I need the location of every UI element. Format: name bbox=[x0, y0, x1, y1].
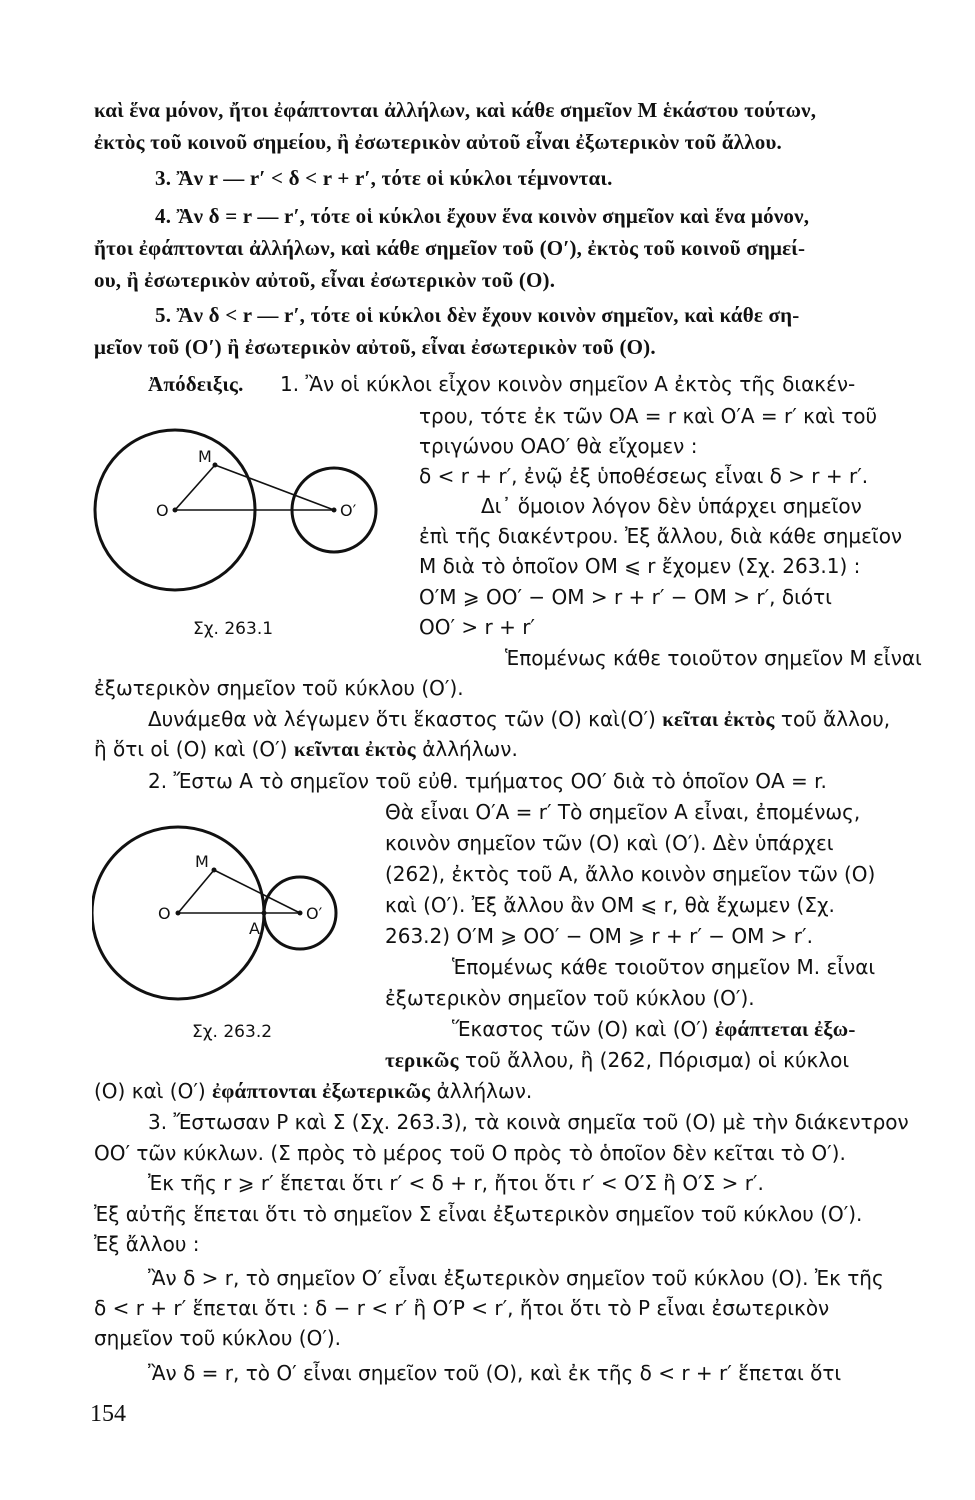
text-line: Ἂν δ = r, τὸ Ο′ εἶναι σημεῖον τοῦ (Ο), καὶ ἐκ τῆς δ < r + r′ ἕπεται ὅτι bbox=[148, 1361, 842, 1385]
emphasis: ἐφάπτονται ἐξωτερικῶς bbox=[212, 1079, 431, 1103]
text-line: Ἐξ αὐτῆς ἕπεται ὅτι τὸ σημεῖον Σ εἶναι ἐξωτερικὸν σημεῖον τοῦ κύκλου (Ο′). bbox=[94, 1202, 863, 1226]
text-span: τοῦ ἄλλου, ἢ (262, Πόρισμα) οἱ κύκλοι bbox=[465, 1048, 850, 1072]
text-line: δ < r + r′ ἕπεται ὅτι : δ − r < r′ ἢ Ο′Ρ < r′, ἤτοι ὅτι τὸ Ρ εἶναι ἐσωτερικὸν bbox=[94, 1296, 830, 1320]
point-O bbox=[173, 508, 178, 513]
text-line: Μ διὰ τὸ ὁποῖον ΟΜ ⩽ r ἔχομεν (Σχ. 263.1) : bbox=[419, 554, 861, 578]
label-A: Α bbox=[249, 919, 260, 938]
text-line: 263.2) Ο′Μ ⩾ ΟΟ′ − ΟΜ ⩾ r + r′ − ΟΜ > r′. bbox=[385, 924, 813, 948]
text-line: ἐπὶ τῆς διακέντρου. Ἐξ ἄλλου, διὰ κάθε σημεῖον bbox=[419, 524, 903, 548]
text-line: Ἑπομένως κάθε τοιοῦτον σημεῖον Μ. εἶναι bbox=[452, 955, 876, 979]
label-O-prime: Ο′ bbox=[340, 501, 357, 520]
text-line: ἤτοι ἐφάπτονται ἀλλήλων, καὶ κάθε σημεῖον τοῦ (Ο′), ἐκτὸς τοῦ κοινοῦ σημεί- bbox=[94, 236, 806, 260]
text-line: Θὰ εἶναι Ο′Α = r′ Τὸ σημεῖον Α εἶναι, ἐπομένως, bbox=[385, 800, 861, 824]
segment-OM bbox=[178, 870, 214, 913]
text-line: καὶ ἕνα μόνον, ἤτοι ἐφάπτονται ἀλλήλων, καὶ κάθε σημεῖον Μ ἑκάστου τούτων, bbox=[94, 98, 817, 122]
text-span: Δυνάμεθα νὰ λέγωμεν ὅτι ἕκαστος τῶν (Ο) καὶ(Ο′) bbox=[148, 707, 656, 731]
label-O: Ο bbox=[156, 501, 169, 520]
point-O-prime bbox=[298, 911, 303, 916]
text-line: 4. Ἂν δ = r — r′, τότε οἱ κύκλοι ἔχουν ἕνα κοινὸν σημεῖον καὶ ἕνα μόνον, bbox=[155, 204, 810, 228]
text-line: ἐκτὸς τοῦ κοινοῦ σημείου, ἢ ἐσωτερικὸν αὐτοῦ εἶναι ἐξωτερικὸν τοῦ ἄλλου. bbox=[94, 130, 782, 154]
figure-caption: Σχ. 263.1 bbox=[193, 619, 274, 639]
text-line: ἐξωτερικὸν σημεῖον τοῦ κύκλου (Ο′). bbox=[94, 676, 464, 700]
text-line: δ < r + r′, ἐνῷ ἐξ ὑποθέσεως εἶναι δ > r + r′. bbox=[419, 464, 869, 488]
text-line: ἐξωτερικὸν σημεῖον τοῦ κύκλου (Ο′). bbox=[385, 986, 755, 1010]
text-line bbox=[94, 737, 518, 761]
label-M: Μ bbox=[198, 447, 212, 466]
text-line: μεῖον τοῦ (Ο′) ἢ ἐσωτερικὸν αὐτοῦ, εἶναι ἐσωτερικὸν τοῦ (Ο). bbox=[94, 335, 656, 359]
emphasis: ἐφάπτεται ἐξω- bbox=[714, 1017, 856, 1041]
text-line: Ἐξ ἄλλου : bbox=[94, 1232, 200, 1256]
emphasis: κεῖνται ἐκτὸς bbox=[293, 737, 416, 761]
text-span: ἀλλήλων. bbox=[436, 1079, 533, 1103]
text-span: (Ο) καὶ (Ο′) bbox=[94, 1079, 206, 1103]
segment-OM bbox=[175, 465, 215, 510]
label-O: Ο bbox=[158, 904, 171, 923]
text-line: τρου, τότε ἐκ τῶν ΟΑ = r καὶ Ο′Α = r′ καὶ τοῦ bbox=[419, 404, 878, 428]
text-line: κοινὸν σημεῖον τῶν (Ο) καὶ (Ο′). Δὲν ὑπάρχει bbox=[385, 831, 834, 855]
text-line: ΟΟ′ τῶν κύκλων. (Σ πρὸς τὸ μέρος τοῦ Ο πρὸς τὸ ὁποῖον δὲν κεῖται τὸ Ο′). bbox=[94, 1141, 846, 1165]
text-line bbox=[385, 1048, 849, 1072]
text-line: Ἐκ τῆς r ⩾ r′ ἕπεται ὅτι r′ < δ + r, ἤτοι ὅτι r′ < Ο′Σ ἢ Ο′Σ > r′. bbox=[148, 1171, 764, 1195]
text-span: ἢ ὅτι οἱ (Ο) καὶ (Ο′) bbox=[94, 737, 288, 761]
text-line: σημεῖον τοῦ κύκλου (Ο′). bbox=[94, 1326, 342, 1350]
text-line: τριγώνου ΟΑΟ′ θὰ εἴχομεν : bbox=[419, 434, 698, 458]
point-M bbox=[212, 868, 217, 873]
page-number: 154 bbox=[90, 1401, 126, 1427]
point-O bbox=[176, 911, 181, 916]
text-line: (262), ἐκτὸς τοῦ Α, ἄλλο κοινὸν σημεῖον τῶν (Ο) bbox=[385, 862, 876, 886]
text-line: 3. Ἂν r — r′ < δ < r + r′, τότε οἱ κύκλοι τέμνονται. bbox=[155, 166, 613, 190]
text-line: Ἑπομένως κάθε τοιοῦτον σημεῖον Μ εἶναι bbox=[505, 646, 922, 670]
label-M: Μ bbox=[195, 852, 209, 871]
label-O-prime: Ο′ bbox=[306, 904, 323, 923]
text-line: Ἂν δ > r, τὸ σημεῖον Ο′ εἶναι ἐξωτερικὸν σημεῖον τοῦ κύκλου (Ο). Ἐκ τῆς bbox=[148, 1266, 884, 1290]
text-line bbox=[94, 1079, 532, 1103]
text-span: Ἕκαστος τῶν (Ο) καὶ (Ο′) bbox=[452, 1017, 709, 1041]
text-line: ΟΟ′ > r + r′ bbox=[419, 615, 535, 639]
text-span: ἀλλήλων. bbox=[422, 737, 518, 761]
figure-263-1 bbox=[90, 410, 390, 610]
proof-heading: Ἀπόδειξις. bbox=[148, 372, 244, 396]
emphasis: κεῖται ἐκτὸς bbox=[662, 707, 775, 731]
text-line: Ο′Μ ⩾ ΟΟ′ − ΟΜ > r + r′ − ΟΜ > r′, διότι bbox=[419, 585, 832, 609]
text-line bbox=[148, 707, 890, 731]
figure-263-2 bbox=[92, 808, 352, 1020]
text-line bbox=[452, 1017, 856, 1041]
text-line: ου, ἢ ἐσωτερικὸν αὐτοῦ, εἶναι ἐσωτερικὸν τοῦ (Ο). bbox=[94, 268, 556, 292]
point-O-prime bbox=[332, 508, 337, 513]
text-line: 2. Ἔστω Α τὸ σημεῖον τοῦ εὐθ. τμήματος ΟΟ′ διὰ τὸ ὁποῖον ΟΑ = r. bbox=[148, 769, 827, 793]
emphasis: τερικῶς bbox=[385, 1048, 459, 1072]
text-line: καὶ (Ο′). Ἐξ ἄλλου ἂν ΟΜ ⩽ r, θὰ ἔχωμεν (Σχ. bbox=[385, 893, 835, 917]
point-A bbox=[262, 911, 267, 916]
figure-caption: Σχ. 263.2 bbox=[192, 1022, 273, 1042]
text-line: Δι᾽ ὅμοιον λόγον δὲν ὑπάρχει σημεῖον bbox=[481, 494, 862, 518]
text-span: τοῦ ἄλλου, bbox=[780, 707, 891, 731]
text-line: 3. Ἔστωσαν Ρ καὶ Σ (Σχ. 263.3), τὰ κοινὰ σημεῖα τοῦ (Ο) μὲ τὴν διάκεντρον bbox=[148, 1110, 909, 1134]
text-line: 5. Ἂν δ < r — r′, τότε οἱ κύκλοι δὲν ἔχουν κοινὸν σημεῖον, καὶ κάθε ση- bbox=[155, 303, 800, 327]
point-M bbox=[213, 463, 218, 468]
text-line: 1. Ἂν οἱ κύκλοι εἶχον κοινὸν σημεῖον Α ἐκτὸς τῆς διακέν- bbox=[280, 372, 856, 396]
